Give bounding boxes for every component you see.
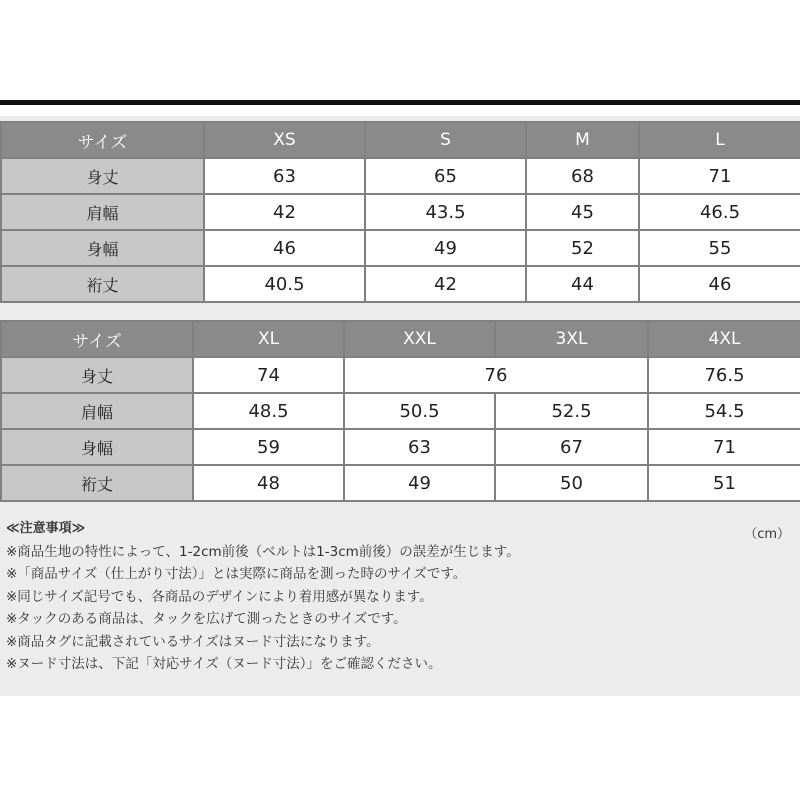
table-row [1,158,800,194]
notes-title: ≪注意事項≫ [6,521,86,536]
table-cell: 59 [193,429,344,465]
table-cell: 51 [648,465,800,501]
note-line: ※「商品サイズ（仕上がり寸法）」とは実際に商品を測った時のサイズです。 [6,566,467,582]
table-cell: 44 [526,266,639,302]
notes-section [6,518,796,676]
table-cell: 52 [526,230,639,266]
table-cell: 42 [365,266,526,302]
table-cell: 65 [365,158,526,194]
table-cell: 49 [344,465,495,501]
unit-label: （cm） [744,527,790,542]
table-cell: 46 [204,230,365,266]
table-row [1,266,800,302]
table-cell: 74 [193,357,344,393]
header-size-3xl: 3XL [495,321,648,357]
note-line: ※商品生地の特性によって、1-2cm前後（ベルトは1-3cm前後）の誤差が生じます。 [6,543,520,560]
table-cell: 52.5 [495,393,648,429]
table-header-row [1,122,800,158]
table-cell: 45 [526,194,639,230]
size-table-2 [0,320,800,502]
row-label: 身幅 [1,429,193,465]
table-cell: 50.5 [344,393,495,429]
table-cell: 49 [365,230,526,266]
header-size-xxl: XXL [344,321,495,357]
header-size-l: L [639,122,800,158]
size-table-1 [0,121,800,303]
table-row [1,230,800,266]
table-cell: 68 [526,158,639,194]
table-row [1,429,800,465]
table-cell: 71 [639,158,800,194]
header-size-s: S [365,122,526,158]
table-cell: 63 [204,158,365,194]
table-cell: 43.5 [365,194,526,230]
row-label: 裄丈 [1,465,193,501]
header-size-label: サイズ [1,122,204,158]
header-size-4xl: 4XL [648,321,800,357]
row-label: 身幅 [1,230,204,266]
table-cell: 46.5 [639,194,800,230]
header-size-xl: XL [193,321,344,357]
table-cell: 63 [344,429,495,465]
table-cell: 48.5 [193,393,344,429]
note-line: ※同じサイズ記号でも、各商品のデザインにより着用感が異なります。 [6,588,433,605]
table-row [1,465,800,501]
table-row [1,393,800,429]
table-cell: 48 [193,465,344,501]
row-label: 肩幅 [1,393,193,429]
table-cell: 71 [648,429,800,465]
row-label: 身丈 [1,158,204,194]
note-line: ※商品タグに記載されているサイズはヌード寸法になります。 [6,633,380,650]
top-divider [0,100,800,105]
table-row [1,357,800,393]
row-label: 身丈 [1,357,193,393]
header-size-m: M [526,122,639,158]
table-cell: 42 [204,194,365,230]
header-size-label: サイズ [1,321,193,357]
note-line: ※ヌード寸法は、下記「対応サイズ（ヌード寸法）」をご確認ください。 [6,656,442,672]
note-line: ※タックのある商品は、タックを広げて測ったときのサイズです。 [6,611,407,627]
table-cell: 46 [639,266,800,302]
table-cell: 50 [495,465,648,501]
table-cell-merged: 76 [344,357,648,393]
header-size-xs: XS [204,122,365,158]
table-cell: 76.5 [648,357,800,393]
table-cell: 55 [639,230,800,266]
table-cell: 40.5 [204,266,365,302]
table-header-row [1,321,800,357]
table-cell: 67 [495,429,648,465]
table-cell: 54.5 [648,393,800,429]
row-label: 裄丈 [1,266,204,302]
row-label: 肩幅 [1,194,204,230]
table-row [1,194,800,230]
